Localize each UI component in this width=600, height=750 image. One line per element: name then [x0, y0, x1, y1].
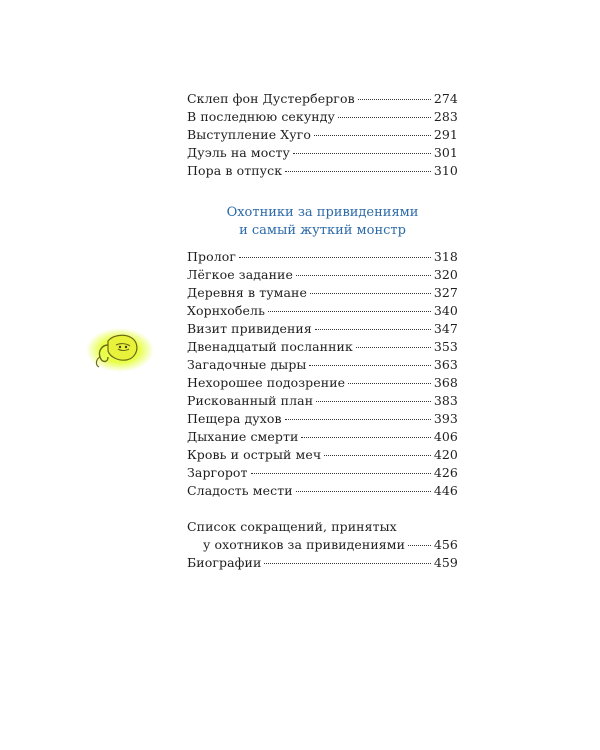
toc-entry-title: Дуэль на мосту [187, 145, 290, 160]
toc-entry-page: 420 [433, 447, 458, 462]
toc-entry-title: Заргорот [187, 465, 248, 480]
toc-entry-title: Деревня в тумане [187, 285, 307, 300]
toc-entry-page: 283 [433, 109, 458, 124]
toc-entry[interactable] [187, 248, 458, 266]
dot-leader [348, 383, 431, 384]
toc-entry-title: Рискованный план [187, 393, 314, 408]
toc-entry-title: Пещера духов [187, 411, 282, 426]
toc-entry-page: 291 [433, 127, 458, 142]
dot-leader [310, 293, 431, 294]
dot-leader [309, 365, 430, 366]
toc-entry-title: Список сокращений, принятых [187, 519, 397, 534]
dot-leader [324, 455, 431, 456]
toc-entry-title: Сладость мести [187, 483, 293, 498]
dot-leader [293, 153, 431, 154]
toc-entry[interactable] [187, 144, 458, 162]
toc-part1 [187, 90, 458, 180]
toc-entry-page: 340 [433, 303, 458, 318]
glowing-ghost-icon [86, 327, 156, 373]
toc-entry[interactable] [187, 338, 458, 356]
toc-entry-page: 347 [433, 321, 458, 336]
dot-leader [315, 329, 431, 330]
toc-entry[interactable] [187, 320, 458, 338]
toc-entry[interactable] [187, 482, 458, 500]
toc-entry[interactable] [187, 108, 458, 126]
toc-entry-title: Пора в отпуск [187, 163, 283, 178]
dot-leader [251, 473, 431, 474]
toc-entry[interactable] [187, 162, 458, 180]
toc-entry-title: Двенадцатый посланник [187, 339, 353, 354]
toc-entry-title: Дыхание смерти [187, 429, 299, 444]
section-heading [187, 204, 458, 240]
toc-entry-page: 274 [433, 91, 458, 106]
dot-leader [316, 401, 431, 402]
toc-entry-title: Лёгкое задание [187, 267, 293, 282]
toc-entry[interactable] [187, 90, 458, 108]
toc-entry[interactable] [187, 428, 458, 446]
toc-part2 [187, 248, 458, 500]
toc-entry-page: 406 [433, 429, 458, 444]
dot-leader [285, 419, 431, 420]
toc-entry-page: 383 [433, 393, 458, 408]
toc-entry-page: 301 [433, 145, 458, 160]
dot-leader [358, 99, 431, 100]
toc-part3 [187, 518, 458, 572]
toc-entry-biographies[interactable] [187, 554, 458, 572]
toc-entry-title: Биографии [187, 555, 262, 570]
toc-entry-title: Визит привидения [187, 321, 312, 336]
toc-entry-title: Хорнхобель [187, 303, 266, 318]
dot-leader [264, 563, 430, 564]
dot-leader [408, 545, 431, 546]
toc-entry-title: В последнюю секунду [187, 109, 335, 124]
toc-entry-page: 426 [433, 465, 458, 480]
toc-entry[interactable] [187, 302, 458, 320]
toc-entry[interactable] [187, 464, 458, 482]
toc-entry-abbrev-line1[interactable] [187, 518, 458, 536]
dot-leader [301, 437, 430, 438]
dot-leader [296, 491, 431, 492]
toc-entry[interactable] [187, 266, 458, 284]
toc-entry[interactable] [187, 446, 458, 464]
toc-entry[interactable] [187, 392, 458, 410]
dot-leader [285, 171, 431, 172]
toc-entry[interactable] [187, 374, 458, 392]
toc-entry[interactable] [187, 284, 458, 302]
toc-entry-page: 320 [433, 267, 458, 282]
toc-entry-title: Кровь и острый меч [187, 447, 322, 462]
toc-entry-title: Пролог [187, 249, 237, 264]
toc-entry-title: у охотников за привидениями [203, 537, 406, 552]
toc-entry-page: 318 [433, 249, 458, 264]
toc-entry[interactable] [187, 356, 458, 374]
toc-entry-title: Нехорошее подозрение [187, 375, 346, 390]
dot-leader [338, 117, 431, 118]
section-heading-line1: Охотники за привидениями [226, 205, 419, 220]
toc-entry-page: 363 [433, 357, 458, 372]
toc-entry-page: 353 [433, 339, 458, 354]
toc-entry-page: 310 [433, 163, 458, 178]
toc-entry-title: Склеп фон Дустербергов [187, 91, 355, 106]
section-heading-line2: и самый жуткий монстр [239, 223, 406, 238]
dot-leader [314, 135, 431, 136]
toc-entry-title: Выступление Хуго [187, 127, 312, 142]
dot-leader [296, 275, 431, 276]
dot-leader [239, 257, 431, 258]
toc-entry-abbrev-line2[interactable] [187, 536, 458, 554]
toc-entry-page: 327 [433, 285, 458, 300]
dot-leader [356, 347, 431, 348]
toc-entry-page: 368 [433, 375, 458, 390]
toc-entry-page: 446 [433, 483, 458, 498]
toc-entry-page: 459 [433, 555, 458, 570]
toc-entry[interactable] [187, 126, 458, 144]
toc-entry-title: Загадочные дыры [187, 357, 307, 372]
toc-entry-page: 393 [433, 411, 458, 426]
dot-leader [268, 311, 431, 312]
toc-entry-page: 456 [433, 537, 458, 552]
toc-entry[interactable] [187, 410, 458, 428]
